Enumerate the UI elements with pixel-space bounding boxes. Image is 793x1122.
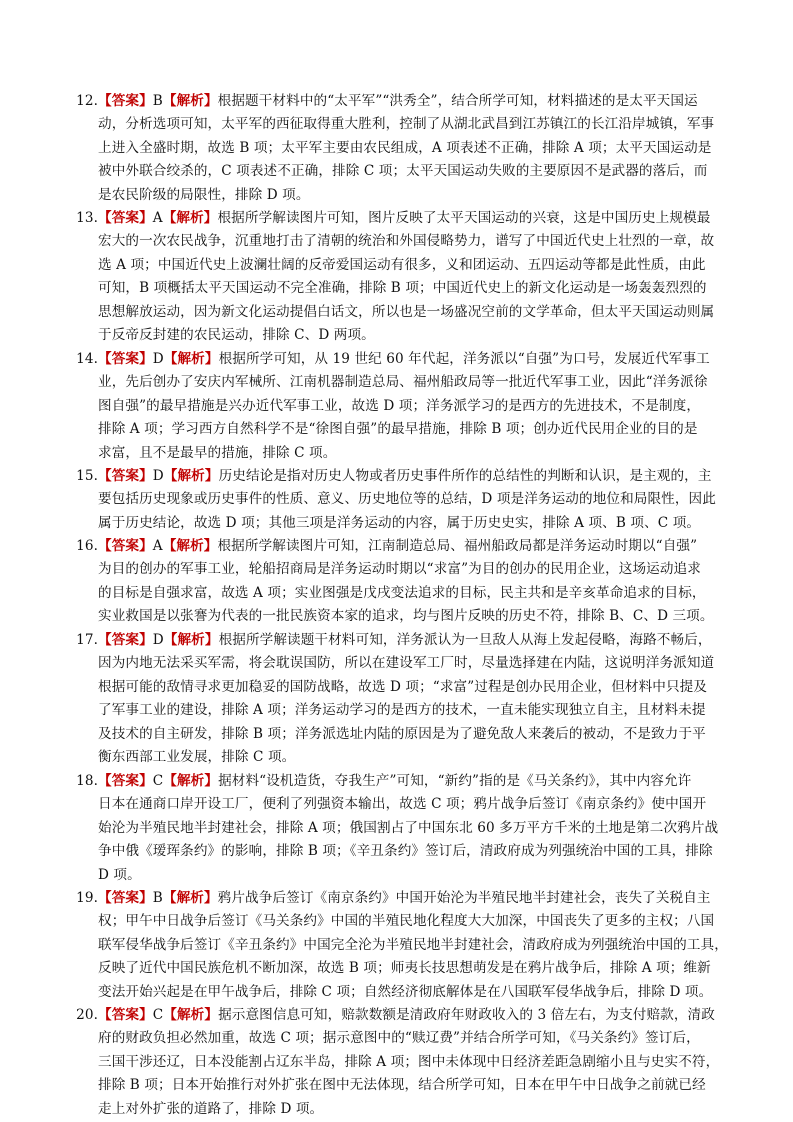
answer-tag: 【答案】 [98,632,153,648]
text-line [98,348,730,371]
answer-item-12 [70,90,730,207]
text-line: 走上对外扩张的道路了，排除 D 项。 [98,1100,324,1117]
text-line [98,90,730,113]
answer-letter: C [152,1007,164,1023]
text-line: 根据可能的敌情寻求更加稳妥的国防战略，故选 D 项；“求富”过程是创办民用企业，但材料中只提及 [98,678,708,695]
analysis-tag: 【解析】 [163,773,219,789]
text-line [98,770,730,793]
item-number: 12. [76,93,98,109]
text-line: 属于历史结论，故选 D 项；其他三项是洋务运动的内容，属于历史史实，排除 A 项、B 项、C 项。 [98,514,701,531]
item-text [98,465,730,535]
text-line: 选 A 项；中国近代史上波澜壮阔的反帝爱国运动有很多，义和团运动、五四运动等都是此性质，由此 [98,256,706,273]
text-line: 联军侵华战争后签订《辛丑条约》中国完全沦为半殖民地半封建社会，清政府成为列强统治中国的工具， [98,936,728,953]
item-text [98,1004,730,1121]
answer-item-20 [70,1004,730,1121]
text-line [98,207,730,230]
line-text: 根据所学解读图片可知，江南制造总局、福州船政局都是洋务运动时期以“自强” [217,538,698,554]
answer-letter: D [152,632,164,648]
text-line: 实业救国是以张謇为代表的一批民族资本家的追求，均与图片反映的历史不符，排除 B、C、D 三项。 [98,608,714,625]
text-line: 思想解放运动，因为新文化运动提倡白话文，所以也是一场盛况空前的文学革命，但太平天国运动则属 [98,303,715,320]
item-number: 13. [76,210,98,226]
text-line: 于反帝反封建的农民运动，排除 C、D 两项。 [98,326,375,343]
line-text: 根据所学可知，从 19 世纪 60 年代起，洋务派以“自强”为口号，发展近代军事工 [218,351,710,367]
text-line: 三国干涉还辽，日本没能割占辽东半岛，排除 A 项；图中未体现中日经济差距急剧缩小且与史实不符， [98,1053,720,1070]
line-text: 根据所学解读题干材料可知，洋务派认为一旦敌人从海上发起侵略，海路不畅后， [218,632,712,648]
analysis-tag: 【解析】 [163,632,219,648]
text-line: 的目标是自强求富，故选 A 项；实业图强是戊戌变法追求的目标，民主共和是辛亥革命追求的目标， [98,584,706,601]
item-text [98,629,730,769]
line-text: 根据所学解读图片可知，图片反映了太平天国运动的兴衰，这是中国历史上规模最 [217,210,711,226]
line-text: 鸦片战争后签订《南京条约》中国开始沦为半殖民地半封建社会，丧失了关税自主 [217,890,711,906]
analysis-tag: 【解析】 [163,468,219,484]
text-line: 变法开始兴起是在甲午战争后，排除 C 项；自然经济彻底解体是在八国联军侵华战争后，排除 D 项。 [98,983,713,1000]
answer-item-19 [70,887,730,1004]
item-text [98,770,730,887]
item-number: 16. [76,538,98,554]
text-line: 宏大的一次农民战争，沉重地打击了清朝的统治和外国侵略势力，谱写了中国近代史上壮烈的一章，故 [98,233,715,250]
answer-item-15 [70,465,730,535]
answer-item-17 [70,629,730,769]
line-text: 据材料“设机造货，夺我生产”可知，“新约”指的是《马关条约》，其中内容允许 [218,773,692,789]
line-text: 历史结论是指对历史人物或者历史事件所作的总结性的判断和认识，是主观的，主 [218,468,712,484]
text-line [98,465,730,488]
text-line: 是农民阶级的局限性，排除 D 项。 [98,186,310,203]
answer-letter: D [152,468,164,484]
text-line [98,887,730,910]
item-number: 14. [76,351,98,367]
item-text [98,887,730,1004]
item-number: 15. [76,468,98,484]
answer-item-14 [70,348,730,465]
answer-item-16 [70,535,730,629]
text-line: 动，分析选项可知，太平军的西征取得重大胜利，控制了从湖北武昌到江苏镇江的长江沿岸城镇，军事 [98,116,715,133]
answer-tag: 【答案】 [98,210,153,226]
analysis-tag: 【解析】 [162,890,218,906]
answer-item-18 [70,770,730,887]
text-line: 日本在通商口岸开设工厂，便利了列强资本输出，故选 C 项；鸦片战争后签订《南京条约》使中国开 [98,796,707,813]
item-number: 18. [76,773,98,789]
item-text [98,348,730,465]
text-line: 及技术的自主研发，排除 B 项；洋务派选址内陆的原因是为了避免敌人来袭后的被动，不是致力于平 [98,725,706,742]
text-line: 衡东西部工业发展，排除 C 项。 [98,748,296,765]
item-text [98,535,730,629]
item-number: 17. [76,632,98,648]
analysis-tag: 【解析】 [162,93,218,109]
analysis-tag: 【解析】 [163,351,219,367]
text-line: 上进入全盛时期，故选 B 项；太平军主要由农民组成，A 项表述不正确，排除 A 项；太平天国运动是 [98,139,712,156]
text-line: 可知，B 项概括太平天国运动不完全准确，排除 B 项；中国近代史上的新文化运动是一场轰轰烈烈的 [98,280,707,297]
text-line [98,629,730,652]
answer-letter: B [152,93,163,109]
analysis-tag: 【解析】 [162,210,218,226]
text-line [98,535,730,558]
line-text: 根据题干材料中的“太平军”“洪秀全”，结合所学可知，材料描述的是太平天国运 [217,93,698,109]
analysis-tag: 【解析】 [163,1007,219,1023]
answer-tag: 【答案】 [98,93,153,109]
item-text [98,90,730,207]
answer-letter: A [152,538,163,554]
text-line [98,1004,730,1027]
text-line: 要包括历史现象或历史事件的性质、意义、历史地位等的总结，D 项是洋务运动的地位和局限性，因此 [98,491,716,508]
answer-tag: 【答案】 [98,351,153,367]
text-line: 为目的创办的军事工业，轮船招商局是洋务运动时期以“求富”为目的创办的民用企业，这场运动追求 [98,561,701,578]
text-line: 权；甲午中日战争后签订《马关条约》中国的半殖民地化程度大大加深，中国丧失了更多的主权；八国 [98,913,715,930]
text-line: 争中俄《瑷珲条约》的影响，排除 B 项；《辛丑条约》签订后，清政府成为列强统治中国的工具，排除 [98,843,713,860]
text-line: 图自强”的最早措施是兴办近代军事工业，故选 D 项；洋务派学习的是西方的先进技术，不是制度， [98,397,701,414]
item-text [98,207,730,347]
text-line: 排除 B 项；日本开始推行对外扩张在图中无法体现，结合所学可知，日本在甲午中日战争之前就已经 [98,1077,706,1094]
line-text: 据示意图信息可知，赔款数额是清政府年财政收入的 3 倍左右，为支付赔款，清政 [218,1007,715,1023]
answer-letter: C [152,773,164,789]
text-line: 被中外联合绞杀的，C 项表述不正确，排除 C 项；太平天国运动失败的主要原因不是武器的落后，而 [98,163,708,180]
answer-letter: A [152,210,163,226]
answer-letter: B [152,890,163,906]
text-line: 求富，且不是最早的措施，排除 C 项。 [98,444,337,461]
answer-tag: 【答案】 [98,1007,153,1023]
text-line: 业，先后创办了安庆内军械所、江南机器制造总局、福州船政局等一批近代军事工业，因此“洋务派徐 [98,374,708,391]
answer-item-13 [70,207,730,347]
text-line: 排除 A 项；学习西方自然科学不是“徐图自强”的最早措施，排除 B 项；创办近代民用企业的目的是 [98,421,698,438]
text-line: 因为内地无法采买军需，将会耽误国防，所以在建设军工厂时，尽量选择建在内陆，这说明洋务派知道 [98,655,715,672]
answer-tag: 【答案】 [98,468,153,484]
answer-tag: 【答案】 [98,538,153,554]
text-line: 反映了近代中国民族危机不断加深，故选 B 项；师夷长技思想萌发是在鸦片战争后，排除 A 项；维新 [98,960,711,977]
item-number: 20. [76,1007,98,1023]
answer-tag: 【答案】 [98,773,153,789]
answer-letter: D [152,351,164,367]
answer-tag: 【答案】 [98,890,153,906]
text-line: 始沦为半殖民地半封建社会，排除 A 项；俄国割占了中国东北 60 多万平方千米的土地是第二次鸦片战 [98,819,719,836]
text-line: D 项。 [98,866,141,883]
text-line: 了军事工业的建设，排除 A 项；洋务运动学习的是西方的技术，一直未能实现独立自主，且材料未提 [98,702,706,719]
item-number: 19. [76,890,98,906]
analysis-tag: 【解析】 [162,538,218,554]
text-line: 府的财政负担必然加重，故选 C 项；据示意图中的“赎辽费”并结合所学可知，《马关条约》签订后， [98,1030,700,1047]
